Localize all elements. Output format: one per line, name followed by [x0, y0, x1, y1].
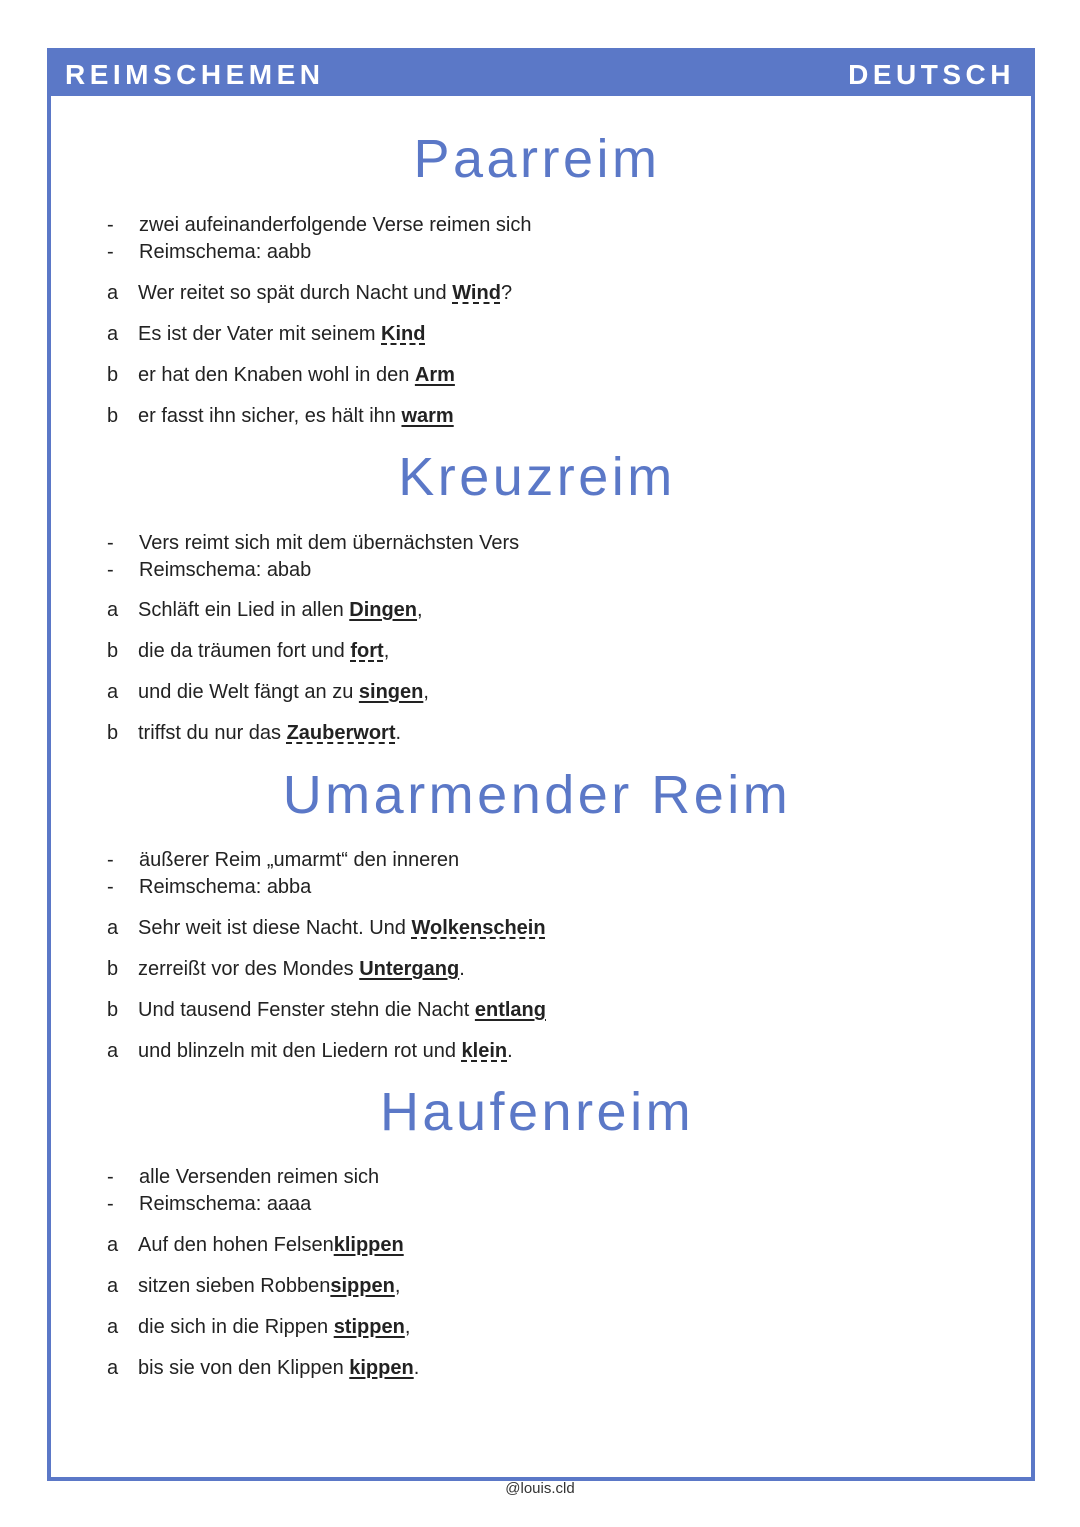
rhyme-letter: b: [107, 364, 119, 386]
rhyme-word: Kind: [381, 323, 426, 345]
bullet-text: Vers reimt sich mit dem übernächsten Vers: [139, 532, 520, 554]
rhyme-letter: a: [107, 1040, 119, 1062]
footer-credit: @louis.cld: [505, 1480, 575, 1497]
rhyme-letter: a: [107, 599, 119, 621]
bullet-text: Reimschema: abba: [139, 876, 312, 898]
rhyme-letter: a: [107, 1234, 119, 1256]
rhyme-letter: a: [107, 917, 119, 939]
rhyme-word: Arm: [414, 364, 455, 386]
rhyme-letter: b: [107, 999, 119, 1021]
section-title: Paarreim: [413, 129, 661, 189]
header-bar: [51, 52, 1031, 96]
rhyme-word: Untergang: [359, 958, 460, 980]
rhyme-letter: b: [107, 958, 119, 980]
rhyme-letter: a: [107, 323, 119, 345]
rhyme-letter: a: [107, 1357, 119, 1379]
rhyme-word: Wind: [452, 282, 501, 304]
bullet-text: Reimschema: aabb: [139, 241, 312, 263]
rhyme-letter: b: [107, 640, 119, 662]
rhyme-word: fort: [350, 640, 384, 662]
section-title: Kreuzreim: [398, 447, 676, 507]
bullet-text: zwei aufeinanderfolgende Verse reimen sich: [139, 214, 532, 236]
section-title: Umarmender Reim: [282, 765, 792, 825]
rhyme-letter: a: [107, 282, 119, 304]
rhyme-word: klippen: [333, 1234, 404, 1256]
rhyme-word: kippen: [349, 1357, 414, 1379]
rhyme-letter: b: [107, 722, 119, 744]
rhyme-word: entlang: [474, 999, 546, 1021]
rhyme-letter: b: [107, 405, 119, 427]
header-subject: DEUTSCH: [848, 59, 1015, 90]
header-topic: REIMSCHEMEN: [65, 59, 325, 90]
bullet-text: alle Versenden reimen sich: [139, 1166, 380, 1188]
bullet-text: Reimschema: aaaa: [139, 1193, 312, 1215]
rhyme-word: Dingen: [349, 599, 418, 621]
rhyme-word: klein: [461, 1040, 508, 1062]
bullet-text: Reimschema: abab: [139, 559, 312, 581]
rhyme-letter: a: [107, 1275, 119, 1297]
rhyme-word: warm: [401, 405, 454, 427]
bullet-text: äußerer Reim „umarmt“ den inneren: [139, 849, 460, 871]
rhyme-word: Zauberwort: [286, 722, 396, 744]
section-title: Haufenreim: [379, 1082, 695, 1142]
rhyme-word: sippen: [330, 1275, 395, 1297]
rhyme-word: Wolkenschein: [411, 917, 546, 939]
rhyme-letter: a: [107, 1316, 119, 1338]
rhyme-letter: a: [107, 681, 119, 703]
rhyme-word: stippen: [333, 1316, 405, 1338]
rhyme-word: singen: [358, 681, 424, 703]
